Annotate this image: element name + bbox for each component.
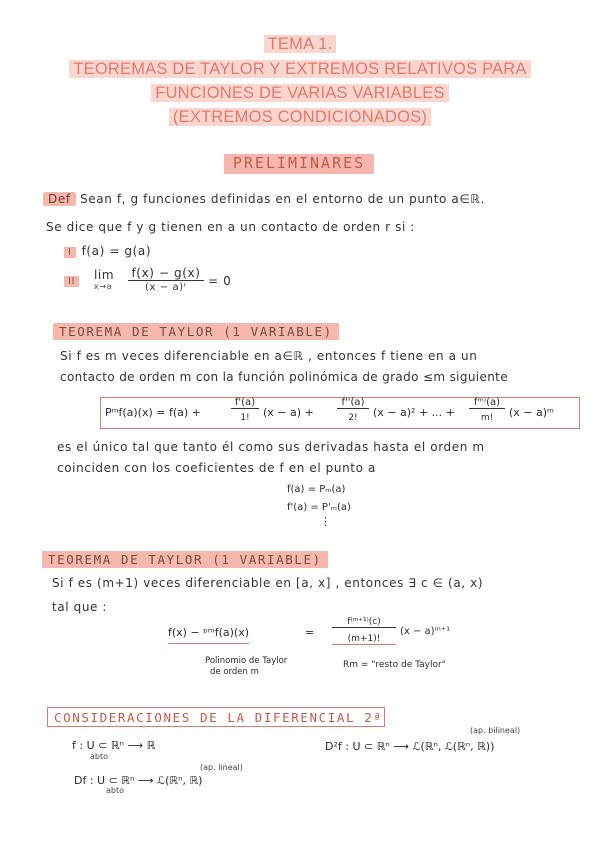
taylor2-note-1: Polinomio de Taylor: [205, 656, 288, 666]
df-mapping: Df : U ⊂ ℝⁿ ⟶ ℒ(ℝⁿ, ℝ): [74, 774, 203, 787]
taylor2-rest-den: (m+1)!: [332, 634, 396, 645]
df-mapping-sub: abto: [106, 786, 125, 795]
title-line-4: (EXTREMOS CONDICIONADOS): [0, 108, 600, 127]
f-mapping: f : U ⊂ ℝⁿ ⟶ ℝ: [72, 739, 156, 752]
taylor1-line-4: coinciden con los coeficientes de f en el punto a: [57, 461, 376, 475]
considerations-heading: CONSIDERACIONES DE LA DIFERENCIAL 2ª: [47, 707, 385, 727]
taylor2-line-2: tal que :: [52, 600, 108, 614]
taylor1-eq-3: ⋮: [320, 515, 331, 528]
taylor-theorem-heading-1: TEOREMA DE TAYLOR (1 VARIABLE): [53, 323, 339, 340]
taylor1-line-1: Si f es m veces diferenciable en a∈ℝ , entonces f tiene en a un: [60, 349, 478, 363]
title-line-3: FUNCIONES DE VARIAS VARIABLES: [0, 84, 600, 103]
taylor1-line-2: contacto de orden m con la función polinómica de grado ≤m siguiente: [60, 370, 508, 384]
title-line-1: TEMA 1.: [0, 35, 600, 54]
taylor2-rest-num: f⁽ᵐ⁺¹⁾(c): [332, 617, 396, 628]
taylor-theorem-heading-2: TEOREMA DE TAYLOR (1 VARIABLE): [42, 551, 328, 568]
preliminares-heading: PRELIMINARES: [224, 154, 374, 174]
d2f-note: (ap. bilineal): [470, 726, 521, 735]
def-tag: Def: [43, 192, 76, 206]
definition-line-2: Se dice que f y g tienen en a un contacto de orden r si :: [46, 220, 415, 234]
taylor1-line-3: es el único tal que tanto él como sus derivadas hasta el orden m: [57, 440, 485, 454]
taylor1-eq-2: f'(a) = P'ₘ(a): [287, 502, 351, 513]
title-line-2: TEOREMAS DE TAYLOR Y EXTREMOS RELATIVOS PARA: [0, 60, 600, 79]
df-note: (ap. lineal): [200, 763, 243, 772]
definition-line-1: Def Sean f, g funciones definidas en el entorno de un punto a∈ℝ.: [43, 192, 485, 206]
taylor2-rest-tail: (x − a)ᵐ⁺¹: [400, 626, 451, 637]
definition-item-1: I f(a) = g(a): [64, 244, 151, 258]
taylor2-line-1: Si f es (m+1) veces diferenciable en [a, x] , entonces ∃ c ∈ (a, x): [52, 576, 484, 590]
d2f-mapping: D²f : U ⊂ ℝⁿ ⟶ ℒ(ℝⁿ, ℒ(ℝⁿ, ℝ)): [325, 740, 495, 753]
taylor1-eq-1: f(a) = Pₘ(a): [287, 484, 346, 495]
taylor2-lhs: f(x) − ᵖᵐf(a)(x): [168, 626, 249, 644]
definition-item-2: II lim x→a f(x) − g(x) (x − a)ʳ = 0: [64, 268, 284, 294]
taylor2-note-2: de orden m: [210, 667, 259, 677]
taylor2-eq: =: [305, 626, 315, 639]
f-mapping-sub: abto: [90, 752, 109, 761]
taylor-polynomial-box: Pᵐf(a)(x) = f(a) + f'(a) 1! (x − a) + f''(a) 2! (x − a)² + ... + fᵐ⁾(a) m! (x − a)ᵐ: [100, 397, 580, 429]
taylor2-note-3: Rm = "resto de Taylor": [343, 660, 446, 670]
